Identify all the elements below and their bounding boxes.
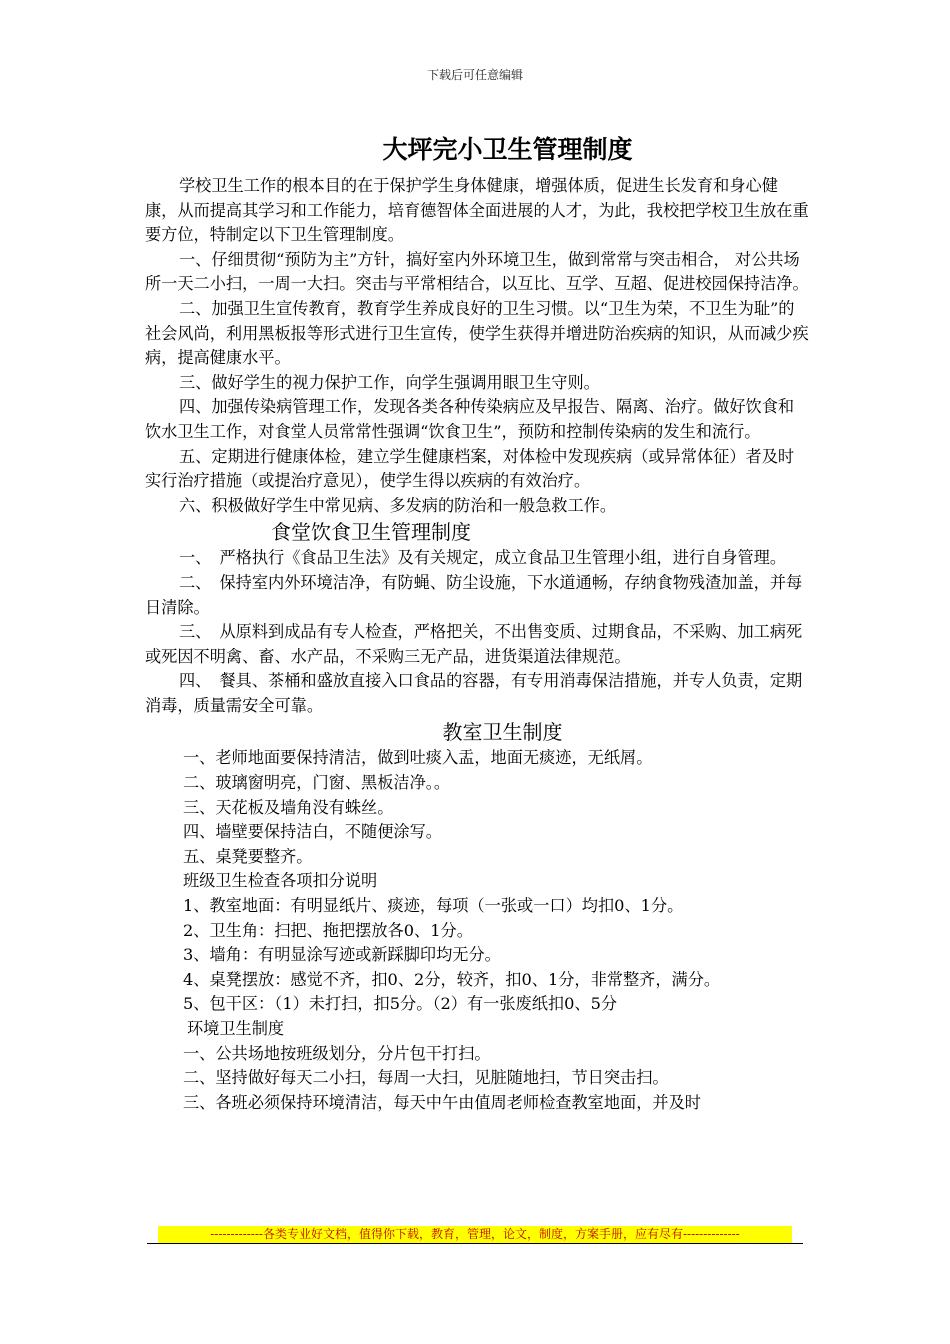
deduction-item-2: 2、卫生角：扫把、拖把摆放各0、1分。: [183, 920, 473, 940]
deduction-title: 班级卫生检查各项扣分说明: [183, 871, 378, 891]
classroom-section-title: 教室卫生制度: [442, 720, 563, 745]
school-rule-1: 一、仔细贯彻“预防为主”方针，搞好室内外环境卫生，做到常常与突击相合， 对公共场所一天二小扫，一周一大扫。突击与平常相结合，以互比、互学、互超、促进校园保持洁净。: [145, 249, 809, 294]
environment-rule-3: 三、各班必须保持环境清洁，每天中午由值周老师检查教室地面，并及时: [183, 1092, 701, 1112]
school-rule-2: 二、加强卫生宣传教育，教育学生养成良好的卫生习惯。以“卫生为荣，不卫生为耻”的社会风尚，利用黑板报等形式进行卫生宣传，使学生获得并增进防治疾病的知识，从而减少疾病，提高健康水平。: [145, 298, 809, 368]
classroom-rule-4: 四、墙壁要保持洁白，不随便涂写。: [183, 822, 442, 842]
deduction-item-1: 1、教室地面：有明显纸片、痰迹，每项（一张或一口）均扣0、1分。: [183, 896, 684, 916]
deduction-item-3: 3、墙角：有明显涂写迹或新踩脚印均无分。: [183, 945, 501, 965]
footer-banner: -------------各类专业好文档，值得你下载，教育，管理，论文，制度，方案手册，应有尽有--------------: [158, 1226, 792, 1243]
school-rule-5: 五、定期进行健康体检，建立学生健康档案，对体检中发现疾病（或异常体征）者及时实行治疗措施（或提治疗意见），使学生得以疾病的有效治疗。: [145, 446, 795, 491]
document-title: 大坪完小卫生管理制度: [382, 135, 633, 164]
classroom-rule-5: 五、桌凳要整齐。: [183, 846, 313, 866]
canteen-rule-1: 一、 严格执行《食品卫生法》及有关规定，成立食品卫生管理小组，进行自身管理。: [179, 548, 787, 568]
intro-paragraph: 学校卫生工作的根本目的在于保护学生身体健康，增强体质，促进生长发育和身心健康，从而提高其学习和工作能力，培育德智体全面进展的人才，为此，我校把学校卫生放在重要方位，特制定以下卫生管理制度。: [145, 176, 809, 245]
deduction-item-4: 4、桌凳摆放：感觉不齐，扣0、2分，较齐，扣0、1分，非常整齐，满分。: [183, 969, 721, 989]
environment-rule-1: 一、公共场地按班级划分，分片包干打扫。: [183, 1043, 491, 1063]
classroom-rule-2: 二、玻璃窗明亮，门窗、黑板洁净。。: [183, 773, 451, 793]
canteen-rule-2: 二、 保持室内外环境洁净，有防蝇、防尘设施，下水道通畅，存纳食物残渣加盖，并每日清除。: [145, 572, 803, 617]
school-rule-6: 六、积极做好学生中常见病、多发病的防治和一般急救工作。: [179, 495, 617, 515]
footer-divider: [147, 1243, 803, 1244]
classroom-rule-3: 三、天花板及墙角没有蛛丝。: [183, 797, 394, 817]
environment-title: 环境卫生制度: [187, 1019, 285, 1038]
canteen-rule-3: 三、 从原料到成品有专人检查，严格把关，不出售变质、过期食品，不采购、加工病死或死因不明禽、畜、水产品，不采购三无产品，进货渠道法律规范。: [145, 622, 803, 666]
deduction-item-5: 5、包干区：（1）未打扫，扣5分。（2）有一张废纸扣0、5分: [183, 994, 618, 1014]
environment-rule-2: 二、坚持做好每天二小扫，每周一大扫，见脏随地扫，节日突击扫。: [183, 1068, 669, 1088]
classroom-rule-1: 一、老师地面要保持清洁，做到吐痰入盂，地面无痰迹，无纸屑。: [183, 748, 653, 768]
canteen-section-title: 食堂饮食卫生管理制度: [271, 520, 471, 545]
school-rule-4: 四、加强传染病管理工作，发现各类各种传染病应及早报告、隔离、治疗。做好饮食和饮水卫生工作，对食堂人员常常性强调“饮食卫生”，预防和控制传染病的发生和流行。: [145, 397, 795, 441]
header-note: 下载后可任意编辑: [426, 68, 523, 82]
school-rule-3: 三、做好学生的视力保护工作，向学生强调用眼卫生守则。: [179, 372, 600, 392]
document-body: [145, 128, 810, 1115]
canteen-rule-4: 四、 餐具、茶桶和盛放直接入口食品的容器，有专用消毒保洁措施，并专人负责，定期消毒，质量需安全可靠。: [145, 671, 803, 715]
